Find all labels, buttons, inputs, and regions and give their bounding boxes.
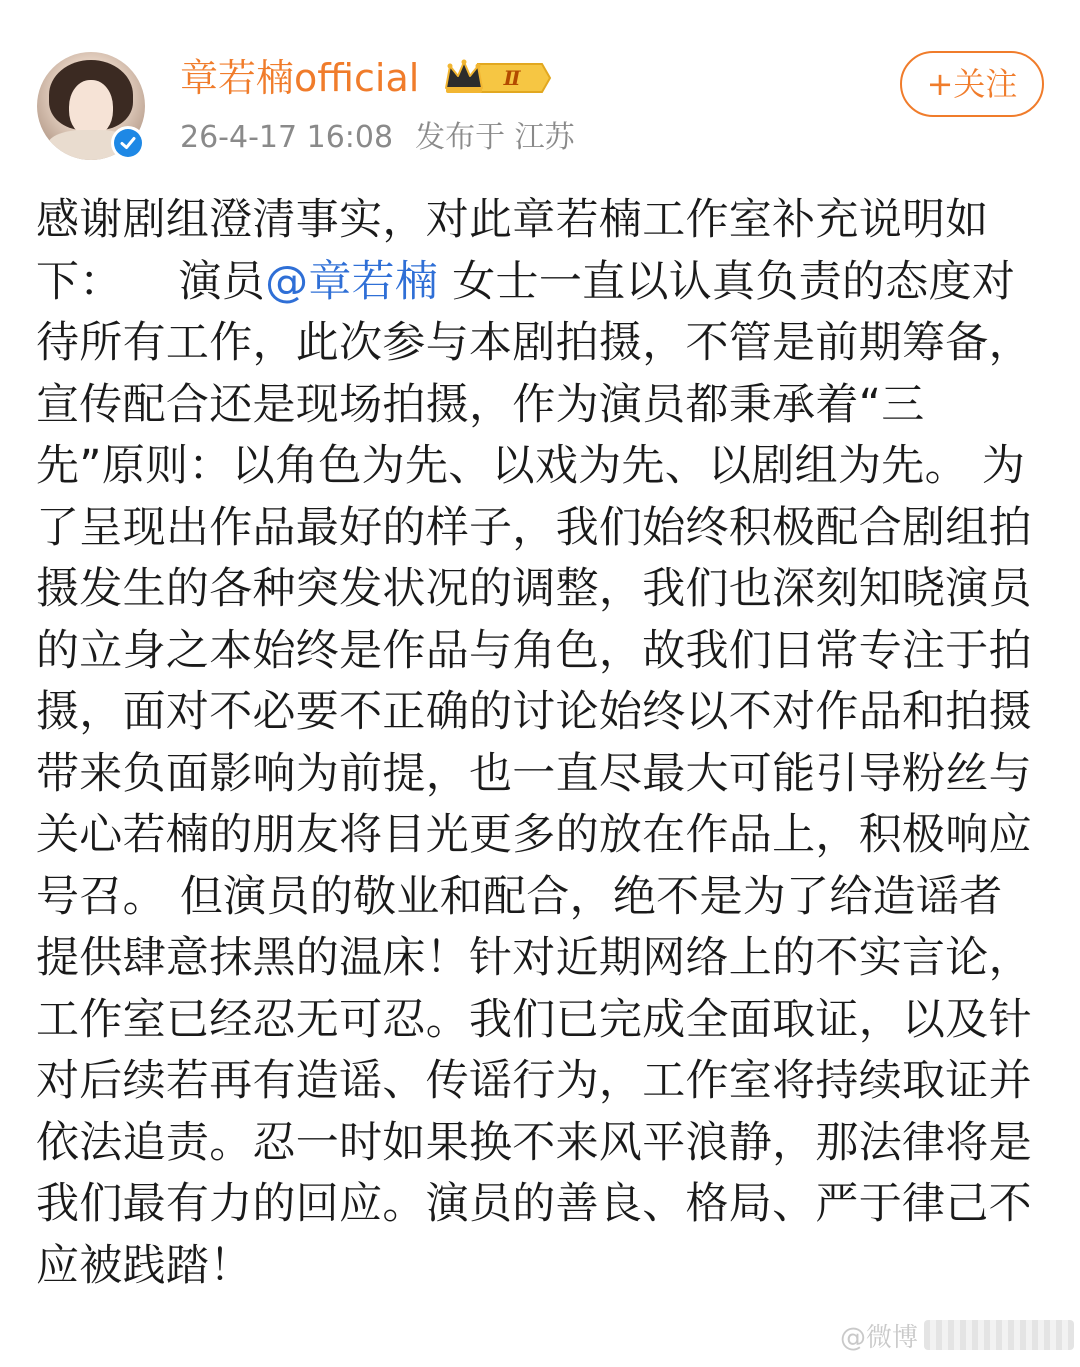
post-text-intro: 感谢剧组澄清事实，对此章若楠工作室补充说明如下： 演员 xyxy=(36,195,989,307)
post-text xyxy=(36,190,1032,1297)
watermark-blurred-name xyxy=(924,1320,1074,1350)
follow-button[interactable]: +关注 xyxy=(900,51,1044,117)
watermark xyxy=(840,1313,1074,1357)
level-badge-text: Ⅱ xyxy=(503,66,521,90)
watermark-text: @微博 xyxy=(839,1322,918,1353)
mention-link[interactable]: @章若楠 xyxy=(265,256,439,307)
verified-check-icon xyxy=(111,126,145,160)
post-location: 发布于 江苏 xyxy=(415,120,575,155)
username[interactable]: 章若楠official xyxy=(180,56,420,100)
verified-check-glyph xyxy=(117,132,139,154)
post-timestamp: 26-4-17 16:08 xyxy=(180,120,394,155)
avatar-face xyxy=(69,80,113,136)
post-text-main: 女士一直以认真负责的态度对待所有工作，此次参与本剧拍摄，不管是前期筹备，宣传配合还是现场拍摄，作为演员都秉承着“三先”原则：以角色为先、以戏为先、以剧组为先。 为了呈现出作品最好的样子，我们始终积极配合剧组拍摄发生的各种突发状况的调整，我们也深刻知晓演员的立身之本始终是作品与角色，故我们日常专注于拍摄，面对不必要不正确的讨论始终以不对作品和拍摄带来负面影响为前提，也一直尽最大可能引导粉丝与关心若楠的朋友将目光更多的放在作品上，积极响应号召。 但演员的敬业和配合，绝不是为了给造谣者提供肆意抹黑的温床！针对近期网络上的不实言论，工作室已经忍无可忍。我们已完成全面取证，以及针对后续若再有造谣、传谣行为，工作室将持续取证并依法追责。忍一时如果换不来风平浪静，那法律将是我们最有力的回应。演员的善良、格局、严于律己不应被践踏！ xyxy=(36,256,1032,1291)
post-header xyxy=(0,0,1080,170)
crown-level-icon xyxy=(444,58,552,98)
post-meta xyxy=(180,116,575,160)
